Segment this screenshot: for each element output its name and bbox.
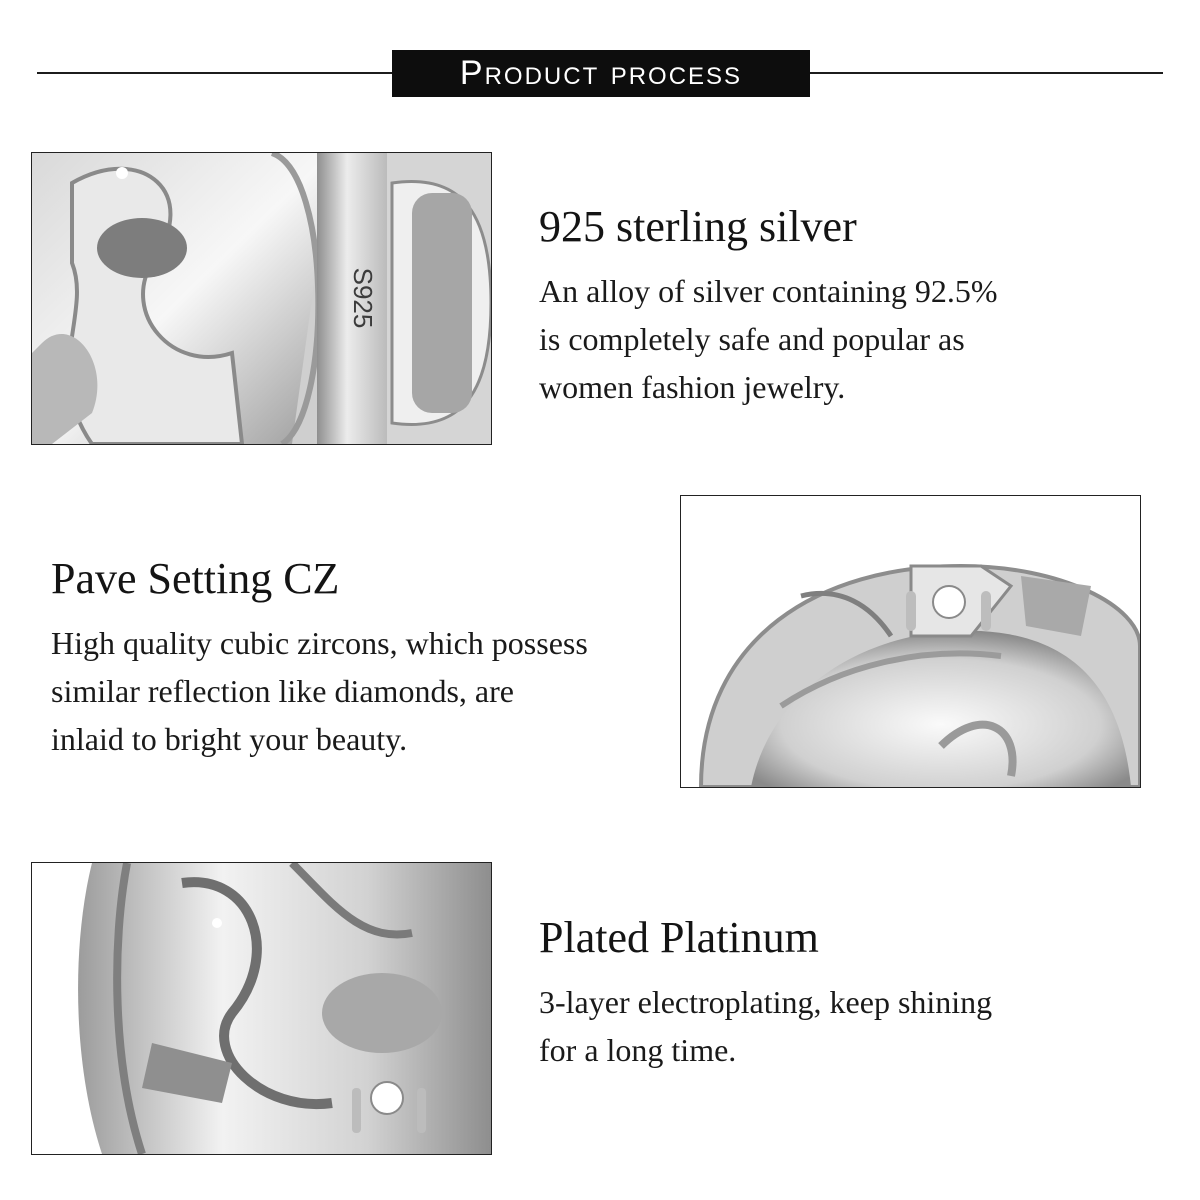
product-photo-plating bbox=[31, 862, 492, 1155]
silver-charm-cz-image bbox=[681, 496, 1140, 787]
feature-pave-setting bbox=[51, 554, 661, 763]
feature-description bbox=[539, 267, 1099, 411]
silver-charm-stamp-image bbox=[32, 153, 491, 444]
section-header-title: Product process bbox=[459, 54, 743, 92]
feature-description bbox=[539, 978, 1099, 1074]
stamp-engraving: S925 bbox=[348, 267, 378, 329]
feature-title: Plated Platinum bbox=[539, 913, 819, 962]
header-rule-right bbox=[810, 72, 1163, 74]
feature-description bbox=[51, 619, 661, 763]
feature-title: 925 sterling silver bbox=[539, 202, 857, 251]
section-header bbox=[392, 50, 810, 97]
silver-charm-plating-image bbox=[32, 863, 491, 1154]
feature-title: Pave Setting CZ bbox=[51, 554, 340, 603]
feature-line: for a long time. bbox=[539, 1032, 737, 1068]
header-rule-left bbox=[37, 72, 392, 74]
feature-line: 3-layer electroplating, keep shining bbox=[539, 984, 993, 1020]
feature-line: An alloy of silver containing 92.5% bbox=[539, 273, 998, 309]
feature-line: similar reflection like diamonds, are bbox=[51, 673, 514, 709]
feature-line: inlaid to bright your beauty. bbox=[51, 721, 408, 757]
feature-line: women fashion jewelry. bbox=[539, 369, 846, 405]
feature-line: is completely safe and popular as bbox=[539, 321, 965, 357]
feature-sterling-silver bbox=[539, 202, 1099, 411]
product-photo-cz bbox=[680, 495, 1141, 788]
feature-plated-platinum bbox=[539, 913, 1099, 1074]
product-photo-stamp bbox=[31, 152, 492, 445]
feature-line: High quality cubic zircons, which possess bbox=[51, 625, 588, 661]
